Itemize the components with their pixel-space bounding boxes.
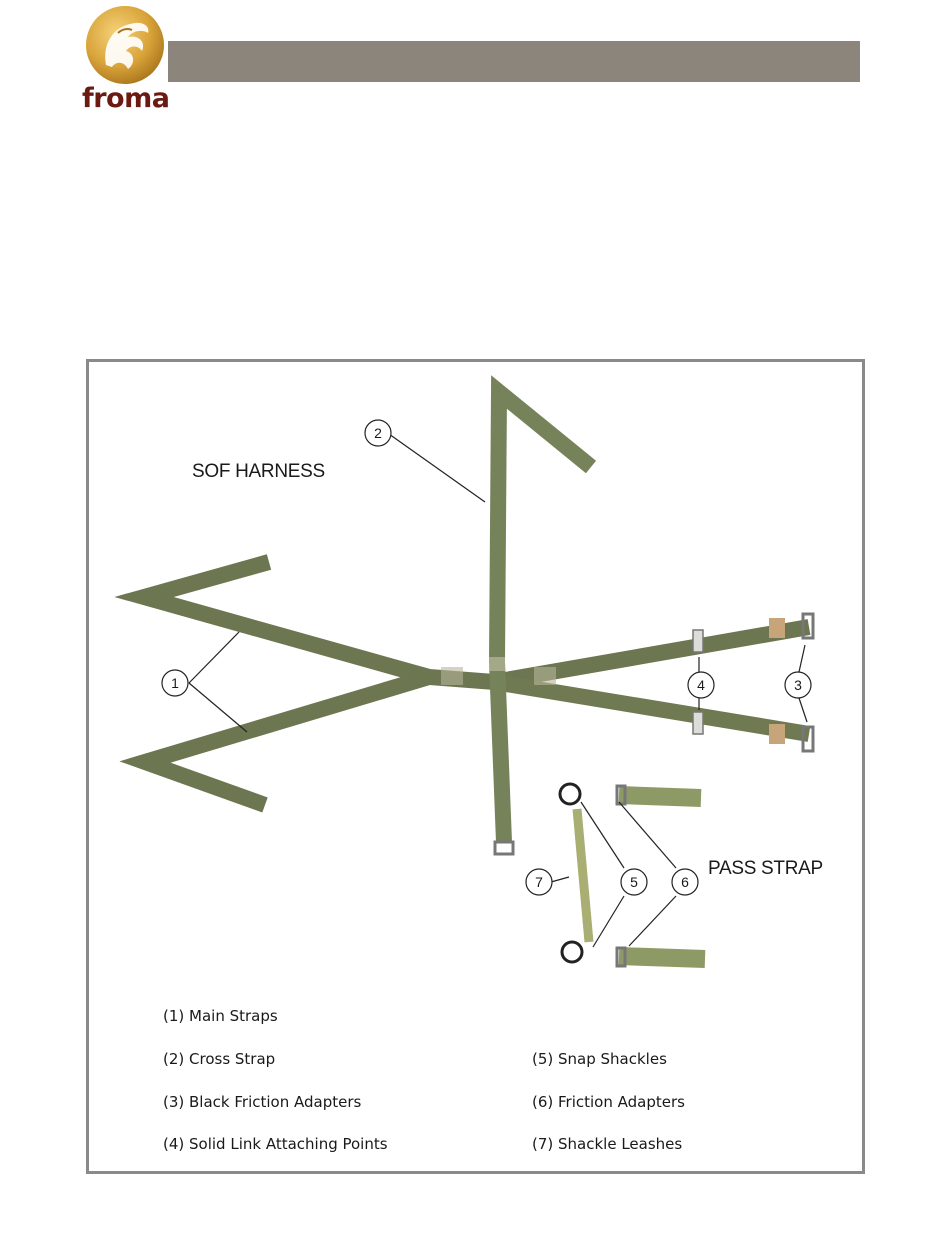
main-strap-upper [144,562,809,682]
main-strap-lower [145,677,429,805]
callout-4: 4 [697,677,705,693]
brand-name: froma [82,83,170,114]
pass-strap-upper [619,795,701,798]
shackle-leash [577,809,589,942]
pass-strap-lower [619,956,705,959]
snap-shackle-lower [562,942,582,962]
callout-5: 5 [630,874,638,890]
callout-1: 1 [171,675,179,691]
pass-strap-label: PASS STRAP [708,858,823,879]
callout-7: 7 [535,874,543,890]
legend-item: (6) Friction Adapters [532,1093,685,1111]
legend-item: (1) Main Straps [163,1007,278,1025]
brand-logo [80,3,172,113]
cross-strap [497,392,591,842]
snap-shackle-upper [560,784,580,804]
sof-harness-label: SOF HARNESS [192,461,325,482]
legend-item: (2) Cross Strap [163,1050,276,1068]
legend-item: (3) Black Friction Adapters [163,1093,362,1111]
header-bar [168,41,860,82]
callout-3: 3 [794,677,802,693]
dragon-emblem-icon [84,3,166,87]
main-strap-right-lower [494,682,809,734]
callout-2: 2 [374,425,382,441]
legend-item: (7) Shackle Leashes [532,1135,683,1153]
callout-6: 6 [681,874,689,890]
legend-item: (4) Solid Link Attaching Points [163,1135,388,1153]
legend-item: (5) Snap Shackles [532,1050,667,1068]
diagram-frame [86,359,865,1174]
